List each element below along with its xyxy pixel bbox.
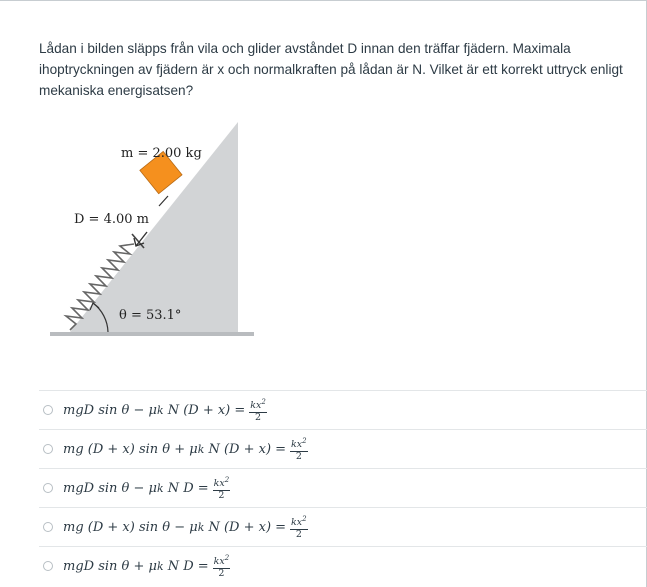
- radio-button[interactable]: [43, 561, 53, 571]
- answer-option[interactable]: [39, 546, 647, 585]
- radio-button[interactable]: [43, 522, 53, 532]
- mass-label: m = 2.00 kg: [121, 146, 202, 161]
- answer-option[interactable]: [39, 507, 647, 546]
- answer-expression: mg (D + x) sin θ + μ k N (D + x) = $\frac{kx^2}{2}$: [63, 437, 307, 462]
- radio-button[interactable]: [43, 444, 53, 454]
- incline-figure: [48, 118, 258, 350]
- answer-expression: mgD sin θ − μ k N (D + x) = $\frac{kx^2}{2}$: [63, 398, 266, 423]
- incline-diagram: [48, 118, 258, 350]
- answer-expression: mg (D + x) sin θ − μ k N (D + x) = $\frac{kx^2}{2}$: [63, 515, 307, 540]
- distance-marker: [159, 196, 168, 206]
- ground: [50, 332, 254, 336]
- radio-button[interactable]: [43, 483, 53, 493]
- answer-expression: mgD sin θ + μ k N D = $\frac{kx^2}{2}$: [63, 554, 230, 579]
- question-text: Lådan i bilden släpps från vila och glider avståndet D innan den träffar fjädern. Maximala ihoptryckningen av fjädern är x och normalkraften på lådan är N. Vilket är ett korrekt uttryck enligt mekaniska energisatsen?: [39, 41, 623, 98]
- answer-option[interactable]: [39, 468, 647, 507]
- distance-label: D = 4.00 m: [74, 212, 149, 227]
- answer-option[interactable]: [39, 390, 647, 429]
- top-border: [0, 0, 647, 1]
- angle-label: θ = 53.1°: [119, 308, 182, 323]
- radio-button[interactable]: [43, 405, 53, 415]
- answer-expression: mgD sin θ − μ k N D = $\frac{kx^2}{2}$: [63, 476, 230, 501]
- answer-list: [39, 390, 647, 585]
- answer-option[interactable]: [39, 429, 647, 468]
